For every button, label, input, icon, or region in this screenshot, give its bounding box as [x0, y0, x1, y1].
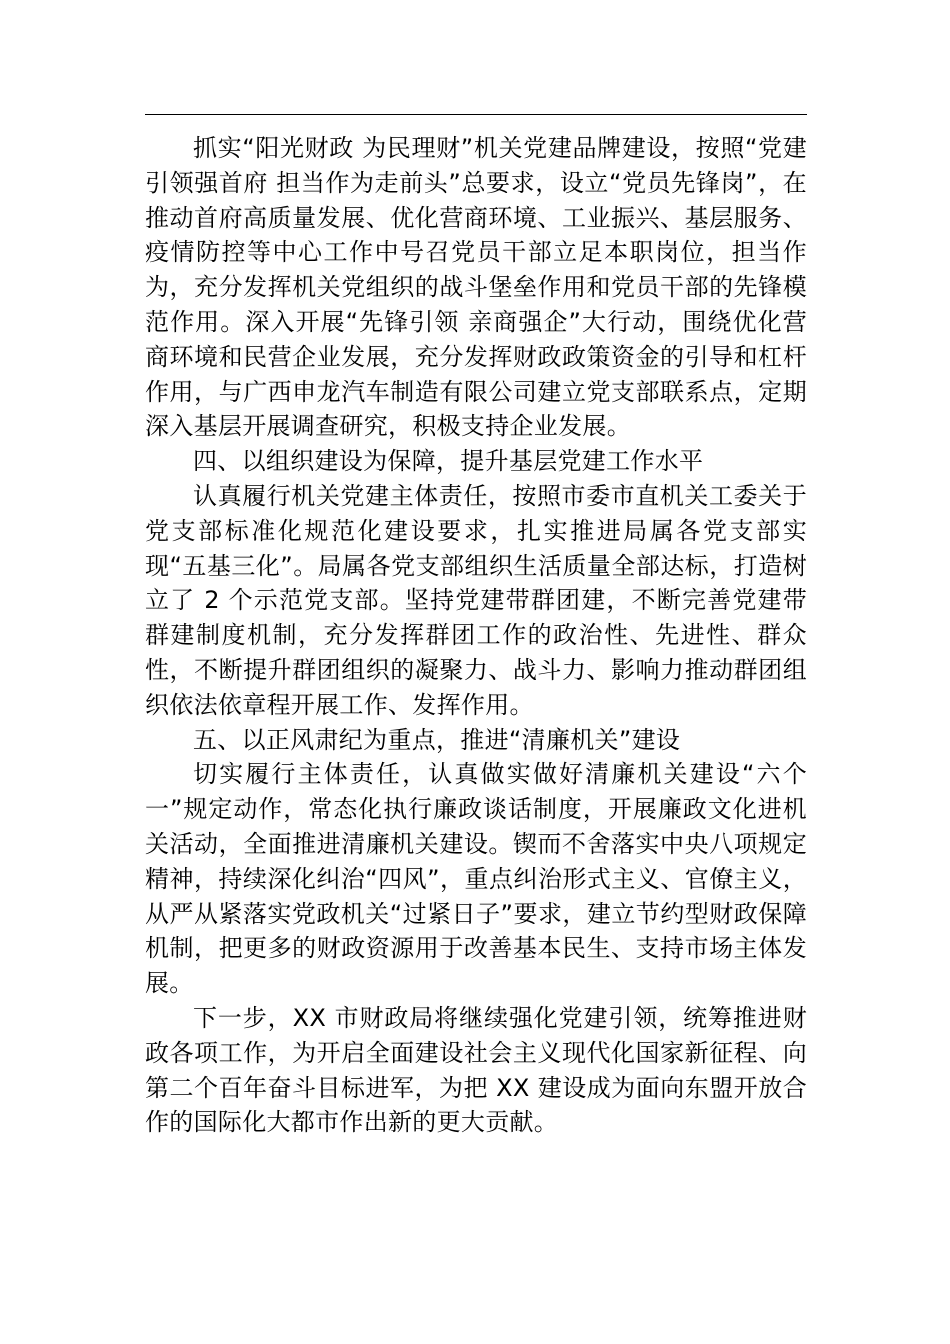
section-heading-five: 五、以正风肃纪为重点，推进“清廉机关”建设	[193, 725, 681, 754]
paragraph-next-steps: 下一步，XX 市财政局将继续强化党建引领，统筹推进财政各项工作，为开启全面建设社会主义现代化国家新征程、向第二个百年奋斗目标进军，为把 XX 建设成为面向东盟开放合作的国际化大都市作出新的更大贡献。	[145, 1003, 807, 1137]
paragraph-party-brand: 抓实“阳光财政 为民理财”机关党建品牌建设，按照“党建引领强首府 担当作为走前头”总要求，设立“党员先锋岗”，在推动首府高质量发展、优化营商环境、工业振兴、基层服务、疫情防控等中心工作中号召党员干部立足本职岗位，担当作为，充分发挥机关党组织的战斗堡垒作用和党员干部的先锋模范作用。深入开展“先锋引领 亲商强企”大行动，围绕优化营商环境和民营企业发展，充分发挥财政政策资金的引导和杠杆作用，与广西申龙汽车制造有限公司建立党支部联系点，定期深入基层开展调查研究，积极支持企业发展。	[145, 134, 807, 441]
header-rule	[145, 114, 807, 115]
paragraph-organization-building: 认真履行机关党建主体责任，按照市委市直机关工委关于党支部标准化规范化建设要求，扎实推进局属各党支部实现“五基三化”。局属各党支部组织生活质量全部达标，打造树立了 2 个示范党支部。坚持党建带群团建，不断完善党建带群建制度机制，充分发挥群团工作的政治性、先进性、群众性，不断提升群团组织的凝聚力、战斗力、影响力推动群团组织依法依章程开展工作、发挥作用。	[145, 481, 807, 719]
document-body	[145, 131, 807, 1140]
section-heading-four: 四、以组织建设为保障，提升基层党建工作水平	[193, 447, 704, 476]
paragraph-clean-government: 切实履行主体责任，认真做实做好清廉机关建设“六个一”规定动作，常态化执行廉政谈话制度，开展廉政文化进机关活动，全面推进清廉机关建设。锲而不舍落实中央八项规定精神，持续深化纠治“四风”，重点纠治形式主义、官僚主义，从严从紧落实党政机关“过紧日子”要求，建立节约型财政保障机制，把更多的财政资源用于改善基本民生、支持市场主体发展。	[145, 760, 807, 998]
